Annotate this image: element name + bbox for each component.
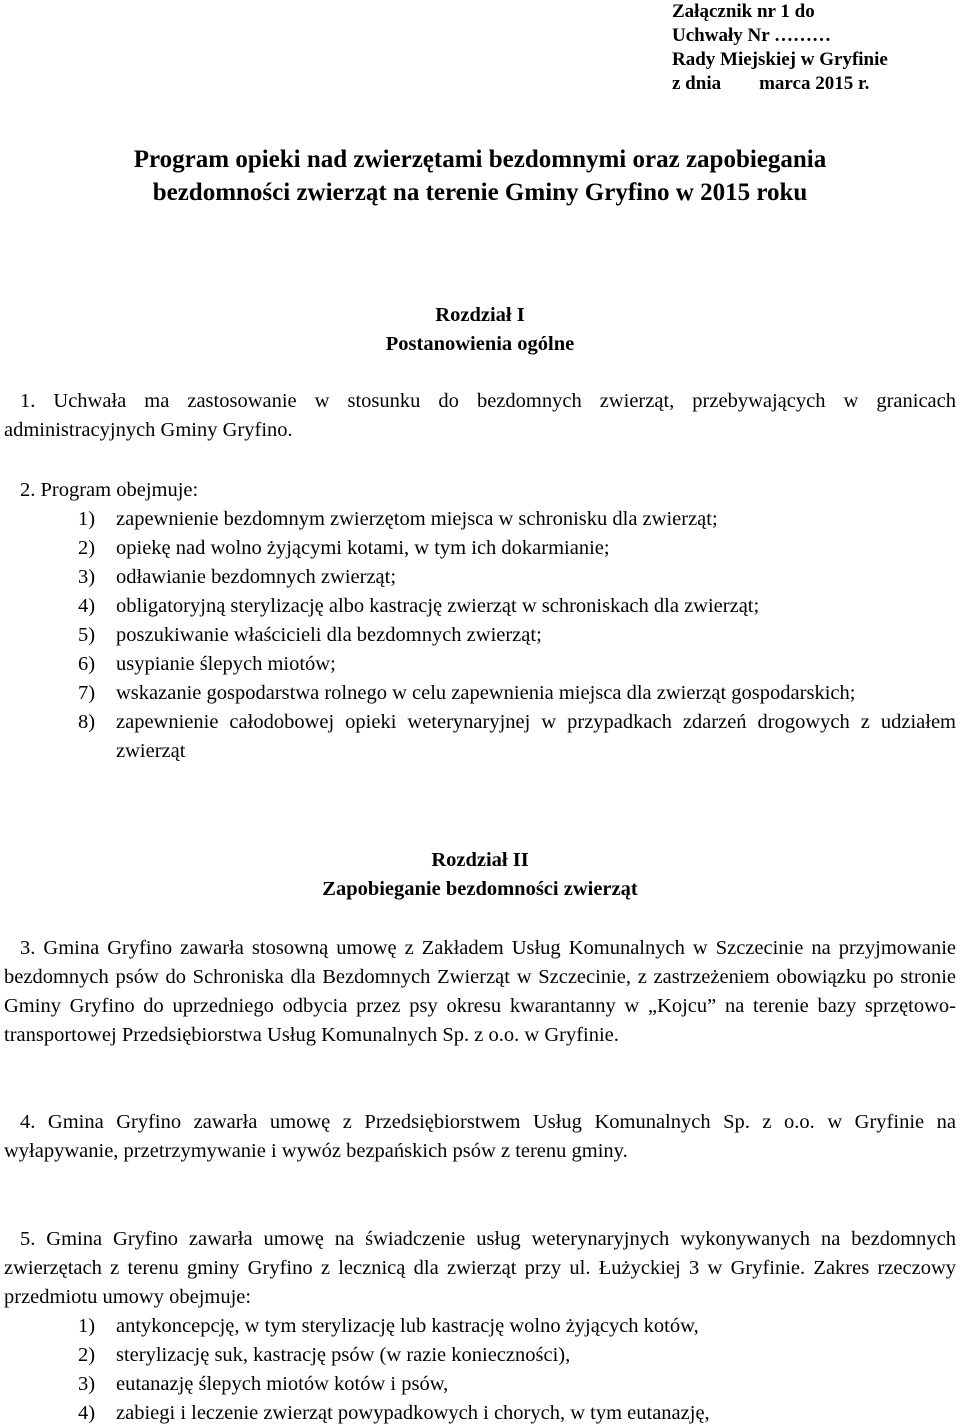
section-3 [4,934,956,1050]
chapter-1-title: Postanowienia ogólne [385,333,575,355]
section-4 [4,1108,956,1166]
list-item-number: 2) [78,1344,96,1366]
list-item-text: opiekę nad wolno żyjącymi kotami, w tym ich dokarmianie; [116,537,610,559]
annex-line-1: Załącznik nr 1 do [672,1,815,22]
list-item [4,592,956,621]
list-item-text: odławianie bezdomnych zwierząt; [116,566,397,588]
section-5-text: 5. Gmina Gryfino zawarła umowę na świadczenie usług weterynaryjnych wykonywanych na bezdomnych zwierzętach z terenu gminy Gryfino z lecznicą dla zwierząt przy ul. Łużyckiej 3 w Gryfinie. Zakres rzeczowy przedmiotu umowy obejmuje: [4,1228,956,1308]
section-2-intro: 2. Program obejmuje: [20,479,199,501]
list-item [4,1312,956,1341]
list-item-number: 8) [78,711,96,733]
list-item-number: 2) [78,537,96,559]
list-item-number: 3) [78,1373,96,1395]
list-item-number: 6) [78,653,96,675]
annex-line-3: Rady Miejskiej w Gryfinie [672,49,888,70]
list-item-text: sterylizację suk, kastrację psów (w razie konieczności), [116,1344,571,1366]
list-item-text: usypianie ślepych miotów; [116,653,336,675]
title-line-2: bezdomności zwierząt na terenie Gminy Gryfino w 2015 roku [152,179,808,206]
list-item-number: 3) [78,566,96,588]
list-item-number: 4) [78,1402,96,1424]
list-item [4,505,956,534]
list-item [4,650,956,679]
annex-line-4: z dnia marca 2015 r. [672,73,870,94]
list-item-text: poszukiwanie właścicieli dla bezdomnych zwierząt; [116,624,542,646]
section-2 [4,476,956,766]
list-item-text: zapewnienie całodobowej opieki weterynaryjnej w przypadkach zdarzeń drogowych z udziałem zwierząt [116,711,956,762]
list-item-text: wskazanie gospodarstwa rolnego w celu zapewnienia miejsca dla zwierząt gospodarskich; [116,682,856,704]
list-item [4,708,956,766]
list-item-text: antykoncepcję, w tym sterylizację lub kastrację wolno żyjących kotów, [116,1315,699,1337]
chapter-2-title: Zapobieganie bezdomności zwierząt [322,878,638,900]
list-item-number: 7) [78,682,96,704]
title-line-1: Program opieki nad zwierzętami bezdomnymi oraz zapobiegania [133,146,827,173]
chapter-1-number: Rozdział I [435,304,525,326]
list-item-number: 1) [78,508,96,530]
section-1 [4,387,956,445]
list-item [4,1370,956,1399]
annex-header [672,0,952,96]
section-1-text: 1. Uchwała ma zastosowanie w stosunku do bezdomnych zwierząt, przebywających w granicach administracyjnych Gminy Gryfino. [4,390,956,441]
list-item [4,534,956,563]
list-item [4,621,956,650]
list-item-number: 1) [78,1315,96,1337]
list-item-text: eutanazję ślepych miotów kotów i psów, [116,1373,449,1395]
list-item [4,563,956,592]
annex-line-2: Uchwały Nr ……… [672,25,832,46]
list-item-text: zapewnienie bezdomnym zwierzętom miejsca w schronisku dla zwierząt; [116,508,718,530]
chapter-1-heading [0,301,960,359]
list-item-number: 5) [78,624,96,646]
list-item [4,1399,956,1428]
section-2-list [4,505,956,766]
list-item [4,1341,956,1370]
list-item [4,679,956,708]
list-item-text: zabiegi i leczenie zwierząt powypadkowych i chorych, w tym eutanazję, [116,1402,710,1424]
section-5-list [4,1312,956,1428]
list-item-text: obligatoryjną sterylizację albo kastrację zwierząt w schroniskach dla zwierząt; [116,595,760,617]
section-4-text: 4. Gmina Gryfino zawarła umowę z Przedsiębiorstwem Usług Komunalnych Sp. z o.o. w Gryfinie na wyłapywanie, przetrzymywanie i wywóz bezpańskich psów z terenu gminy. [4,1111,956,1162]
section-3-text: 3. Gmina Gryfino zawarła stosowną umowę z Zakładem Usług Komunalnych w Szczecinie na przyjmowanie bezdomnych psów do Schroniska dla Bezdomnych Zwierząt w Szczecinie, z zastrzeżeniem obowiązku po stronie Gminy Gryfino do uprzedniego odbycia przez psy okresu kwarantanny w „Kojcu” na terenie bazy sprzętowo-transportowej Przedsiębiorstwa Usług Komunalnych Sp. z o.o. w Gryfinie. [4,937,956,1046]
section-5 [4,1225,956,1428]
list-item-number: 4) [78,595,96,617]
document-title [0,143,960,209]
chapter-2-number: Rozdział II [431,849,529,871]
chapter-2-heading [0,846,960,904]
